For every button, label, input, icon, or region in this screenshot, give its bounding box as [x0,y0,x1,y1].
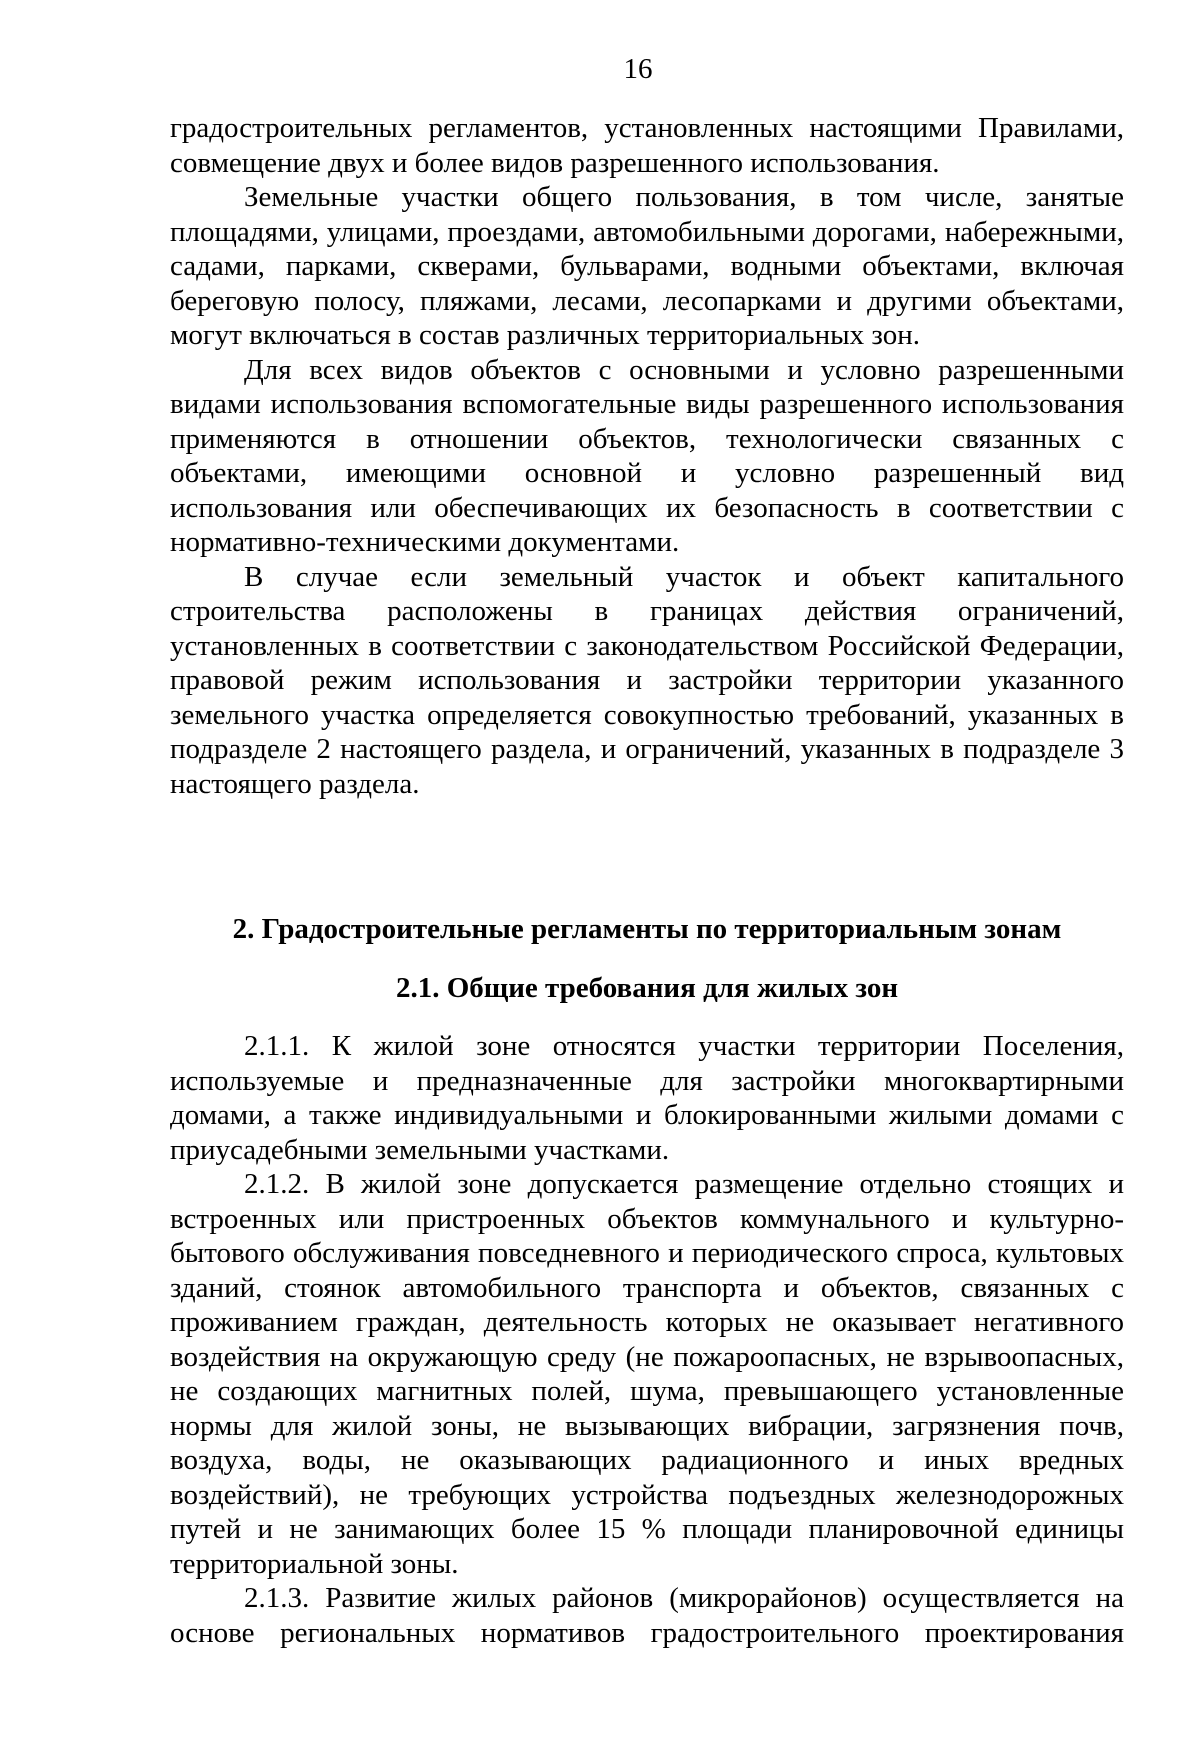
clause-2-1-1: 2.1.1. К жилой зоне относятся участки территории Поселения, используемые и предназначенные для застройки многоквартирными домами, а также индивидуальными и блокированными жилыми домами с приусадебными земельными участками. [170,1030,1124,1166]
section-heading-2: 2. Градостроительные регламенты по территориальным зонам [232,913,1062,945]
paragraph-common-use-land: Земельные участки общего пользования, в том числе, занятые площадями, улицами, проездами, автомобильными дорогами, набережными, садами, парками, скверами, бульварами, водными объектами, включая береговую полосу, пляжами, лесами, лесопарками и другими объектами, могут включаться в состав различных территориальных зон. [170,181,1124,351]
clause-2-1-2: 2.1.2. В жилой зоне допускается размещение отдельно стоящих и встроенных или пристроенных объектов коммунального и культурно-бытового обслуживания повседневного и периодического спроса, культовых зданий, стоянок автомобильного транспорта и объектов, связанных с проживанием граждан, деятельность которых не оказывает негативного воздействия на окружающую среду (не пожароопасных, не взрывоопасных, не создающих магнитных полей, шума, превышающего установленные нормы для жилой зоны, не вызывающих вибрации, загрязнения почв, воздуха, воды, не оказывающих радиационного и иных вредных воздействий), не требующих устройства подъездных железнодорожных путей и не занимающих более 15 % площади планировочной единицы территориальной зоны. [170,1168,1124,1580]
page-number: 16 [623,53,653,85]
paragraph-continuation: градостроительных регламентов, установленных настоящими Правилами, совмещение двух и более видов разрешенного использования. [170,112,1124,179]
clause-2-1-3: 2.1.3. Развитие жилых районов (микрорайонов) осуществляется на основе региональных нормативов градостроительного проектирования [170,1582,1124,1649]
residential-zone-paragraphs [170,1029,1124,1650]
paragraph-restrictions: В случае если земельный участок и объект капитального строительства расположены в границах действия ограничений, установленных в соответствии с законодательством Российской Федерации, правовой режим использования и застройки территории указанного земельного участка определяется совокупностью требований, указанных в подразделе 2 настоящего раздела, и ограничений, указанных в подразделе 3 настоящего раздела. [170,560,1124,800]
paragraph-auxiliary-use: Для всех видов объектов с основными и условно разрешенными видами использования вспомогательные виды разрешенного использования применяются в отношении объектов, технологически связанных с объектами, имеющими основной и условно разрешенный вид использования или обеспечивающих их безопасность в соответствии с нормативно-техническими документами. [170,353,1124,558]
section-paragraphs [170,111,1124,801]
subsection-heading-2-1: 2.1. Общие требования для жилых зон [395,972,899,1004]
